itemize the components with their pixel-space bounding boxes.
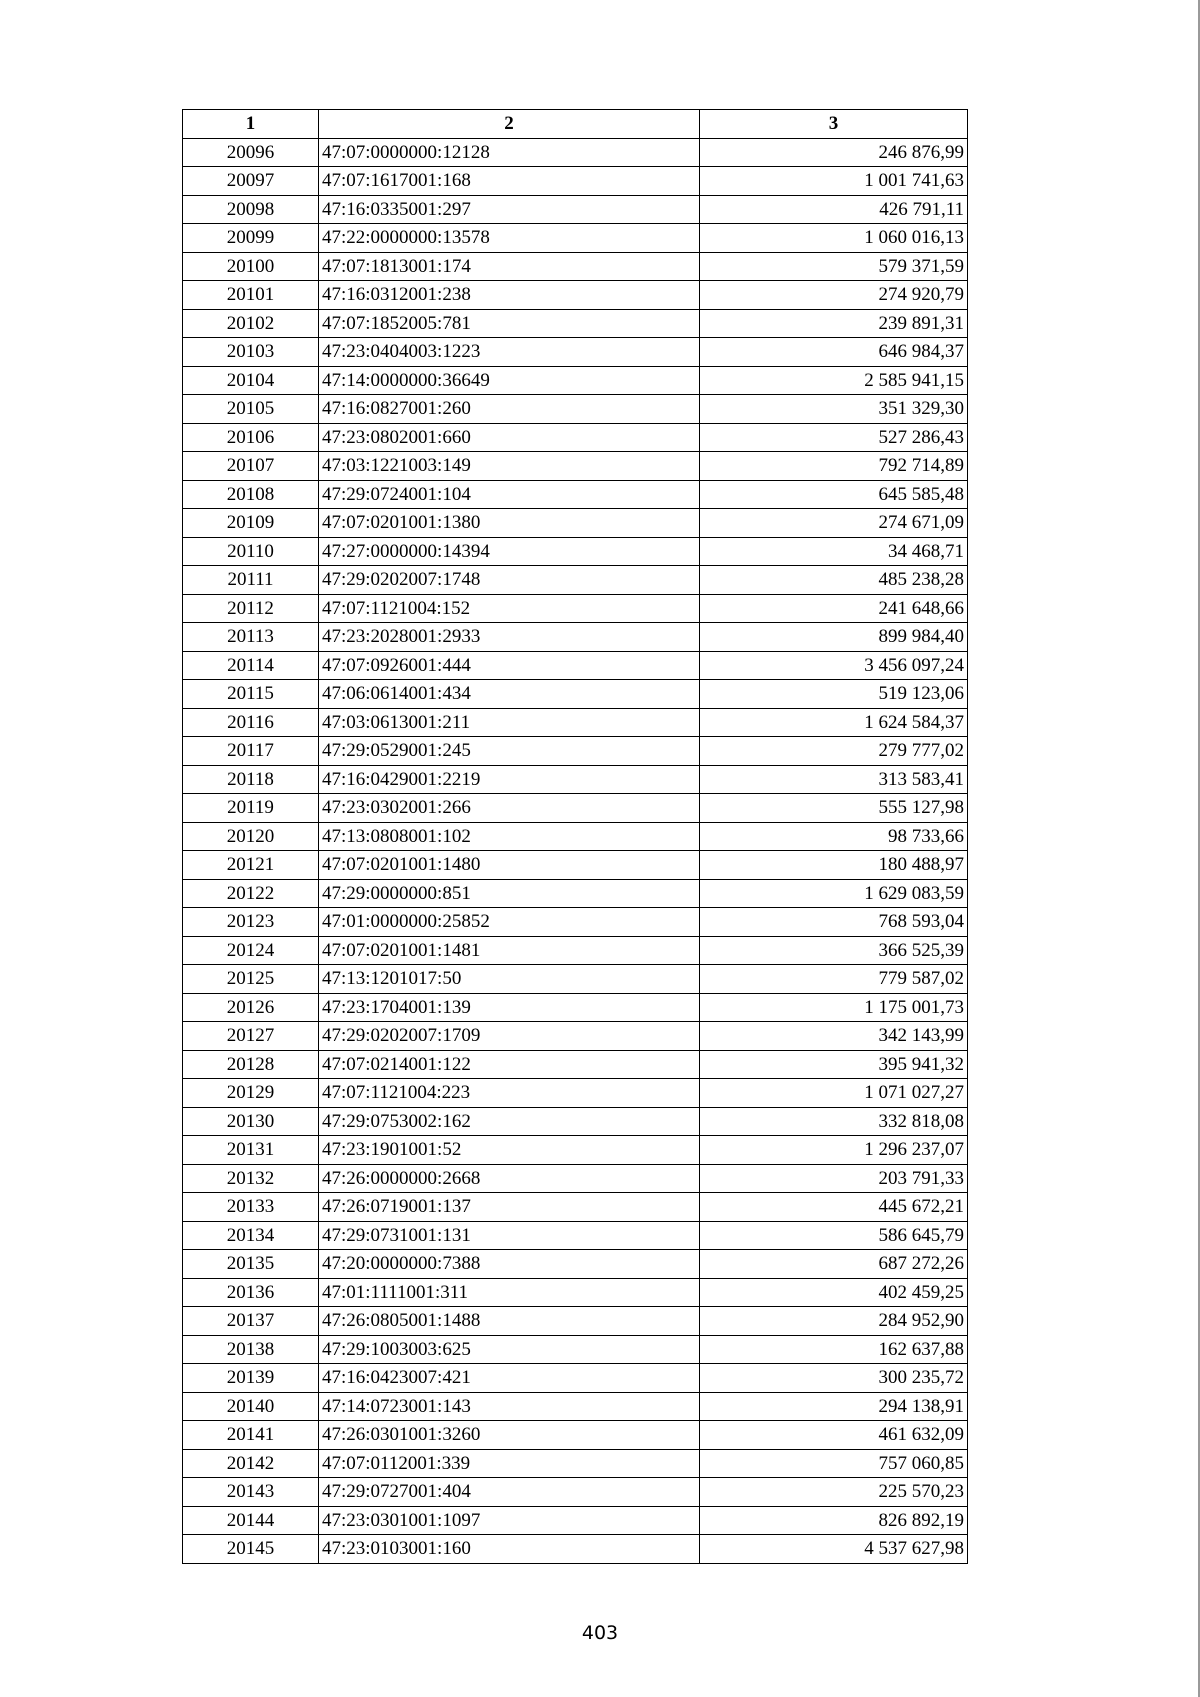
row-number-cell: 20132 (183, 1164, 319, 1193)
row-number-cell: 20102 (183, 309, 319, 338)
row-number-cell: 20105 (183, 395, 319, 424)
value-cell: 2 585 941,15 (700, 366, 968, 395)
table-row (183, 708, 968, 737)
table-row (183, 908, 968, 937)
cadastral-number-cell: 47:07:0926001:444 (319, 651, 700, 680)
row-number-cell: 20123 (183, 908, 319, 937)
cadastral-number-cell: 47:16:0827001:260 (319, 395, 700, 424)
row-number-cell: 20103 (183, 338, 319, 367)
value-cell: 203 791,33 (700, 1164, 968, 1193)
value-cell: 899 984,40 (700, 623, 968, 652)
row-number-cell: 20139 (183, 1364, 319, 1393)
cadastral-number-cell: 47:13:0808001:102 (319, 822, 700, 851)
row-number-cell: 20109 (183, 509, 319, 538)
value-cell: 395 941,32 (700, 1050, 968, 1079)
cadastral-number-cell: 47:07:1813001:174 (319, 252, 700, 281)
row-number-cell: 20138 (183, 1335, 319, 1364)
row-number-cell: 20121 (183, 851, 319, 880)
value-cell: 555 127,98 (700, 794, 968, 823)
table-row (183, 1535, 968, 1564)
cadastral-number-cell: 47:29:0753002:162 (319, 1107, 700, 1136)
row-number-cell: 20099 (183, 224, 319, 253)
table-row (183, 1364, 968, 1393)
table-row (183, 1478, 968, 1507)
row-number-cell: 20135 (183, 1250, 319, 1279)
value-cell: 461 632,09 (700, 1421, 968, 1450)
row-number-cell: 20115 (183, 680, 319, 709)
cadastral-number-cell: 47:03:0613001:211 (319, 708, 700, 737)
table-row (183, 1250, 968, 1279)
table-row (183, 1335, 968, 1364)
row-number-cell: 20111 (183, 566, 319, 595)
cadastral-number-cell: 47:16:0429001:2219 (319, 765, 700, 794)
table-row (183, 1193, 968, 1222)
cadastral-number-cell: 47:16:0312001:238 (319, 281, 700, 310)
table-row (183, 794, 968, 823)
value-cell: 332 818,08 (700, 1107, 968, 1136)
cadastral-number-cell: 47:07:1617001:168 (319, 167, 700, 196)
value-cell: 445 672,21 (700, 1193, 968, 1222)
table-row (183, 822, 968, 851)
cadastral-number-cell: 47:01:1111001:311 (319, 1278, 700, 1307)
header-row (183, 110, 968, 139)
value-cell: 519 123,06 (700, 680, 968, 709)
row-number-cell: 20137 (183, 1307, 319, 1336)
row-number-cell: 20110 (183, 537, 319, 566)
cadastral-number-cell: 47:23:0802001:660 (319, 423, 700, 452)
row-number-cell: 20125 (183, 965, 319, 994)
row-number-cell: 20129 (183, 1079, 319, 1108)
cadastral-number-cell: 47:23:1901001:52 (319, 1136, 700, 1165)
cadastral-number-cell: 47:29:0724001:104 (319, 480, 700, 509)
cadastral-number-cell: 47:23:1704001:139 (319, 993, 700, 1022)
row-number-cell: 20133 (183, 1193, 319, 1222)
table-row (183, 1506, 968, 1535)
row-number-cell: 20126 (183, 993, 319, 1022)
cadastral-number-cell: 47:14:0000000:36649 (319, 366, 700, 395)
cadastral-number-cell: 47:07:1121004:223 (319, 1079, 700, 1108)
row-number-cell: 20144 (183, 1506, 319, 1535)
table-row (183, 252, 968, 281)
table-row (183, 195, 968, 224)
cadastral-number-cell: 47:01:0000000:25852 (319, 908, 700, 937)
table-row (183, 423, 968, 452)
value-cell: 342 143,99 (700, 1022, 968, 1051)
row-number-cell: 20136 (183, 1278, 319, 1307)
table-row (183, 623, 968, 652)
table-row (183, 1307, 968, 1336)
cadastral-number-cell: 47:29:0727001:404 (319, 1478, 700, 1507)
row-number-cell: 20131 (183, 1136, 319, 1165)
table-row (183, 594, 968, 623)
value-cell: 162 637,88 (700, 1335, 968, 1364)
cadastral-number-cell: 47:23:0103001:160 (319, 1535, 700, 1564)
cadastral-number-cell: 47:07:0214001:122 (319, 1050, 700, 1079)
cadastral-number-cell: 47:29:0731001:131 (319, 1221, 700, 1250)
value-cell: 98 733,66 (700, 822, 968, 851)
cadastral-number-cell: 47:20:0000000:7388 (319, 1250, 700, 1279)
cadastral-number-cell: 47:23:0302001:266 (319, 794, 700, 823)
value-cell: 426 791,11 (700, 195, 968, 224)
row-number-cell: 20118 (183, 765, 319, 794)
table-row (183, 281, 968, 310)
value-cell: 792 714,89 (700, 452, 968, 481)
cadastral-number-cell: 47:07:0201001:1380 (319, 509, 700, 538)
value-cell: 34 468,71 (700, 537, 968, 566)
cadastral-number-cell: 47:23:0404003:1223 (319, 338, 700, 367)
value-cell: 1 175 001,73 (700, 993, 968, 1022)
row-number-cell: 20120 (183, 822, 319, 851)
value-cell: 313 583,41 (700, 765, 968, 794)
cadastral-number-cell: 47:13:1201017:50 (319, 965, 700, 994)
row-number-cell: 20108 (183, 480, 319, 509)
table-row (183, 366, 968, 395)
value-cell: 294 138,91 (700, 1392, 968, 1421)
cadastral-number-cell: 47:16:0423007:421 (319, 1364, 700, 1393)
row-number-cell: 20096 (183, 138, 319, 167)
table-row (183, 1107, 968, 1136)
value-cell: 579 371,59 (700, 252, 968, 281)
cadastral-number-cell: 47:03:1221003:149 (319, 452, 700, 481)
header-col-2: 2 (319, 110, 700, 139)
table-row (183, 1022, 968, 1051)
table-row (183, 167, 968, 196)
table-body (183, 138, 968, 1563)
value-cell: 1 629 083,59 (700, 879, 968, 908)
value-cell: 485 238,28 (700, 566, 968, 595)
row-number-cell: 20112 (183, 594, 319, 623)
cadastral-number-cell: 47:29:0202007:1748 (319, 566, 700, 595)
value-cell: 246 876,99 (700, 138, 968, 167)
row-number-cell: 20140 (183, 1392, 319, 1421)
row-number-cell: 20101 (183, 281, 319, 310)
cadastral-number-cell: 47:07:1121004:152 (319, 594, 700, 623)
row-number-cell: 20113 (183, 623, 319, 652)
cadastral-number-cell: 47:29:0000000:851 (319, 879, 700, 908)
table-row (183, 224, 968, 253)
value-cell: 366 525,39 (700, 936, 968, 965)
row-number-cell: 20116 (183, 708, 319, 737)
cadastral-number-cell: 47:07:0201001:1480 (319, 851, 700, 880)
row-number-cell: 20142 (183, 1449, 319, 1478)
table-row (183, 936, 968, 965)
table-row (183, 651, 968, 680)
row-number-cell: 20100 (183, 252, 319, 281)
table-row (183, 1421, 968, 1450)
table-row (183, 879, 968, 908)
cadastral-number-cell: 47:29:0529001:245 (319, 737, 700, 766)
row-number-cell: 20098 (183, 195, 319, 224)
header-col-3: 3 (700, 110, 968, 139)
table-row (183, 138, 968, 167)
table-row (183, 1221, 968, 1250)
cadastral-number-cell: 47:16:0335001:297 (319, 195, 700, 224)
table-row (183, 1079, 968, 1108)
row-number-cell: 20145 (183, 1535, 319, 1564)
value-cell: 779 587,02 (700, 965, 968, 994)
table-row (183, 680, 968, 709)
table-row (183, 338, 968, 367)
value-cell: 586 645,79 (700, 1221, 968, 1250)
cadastral-number-cell: 47:07:0201001:1481 (319, 936, 700, 965)
value-cell: 527 286,43 (700, 423, 968, 452)
value-cell: 1 001 741,63 (700, 167, 968, 196)
cadastral-number-cell: 47:23:2028001:2933 (319, 623, 700, 652)
value-cell: 274 671,09 (700, 509, 968, 538)
cadastral-number-cell: 47:26:0719001:137 (319, 1193, 700, 1222)
value-cell: 768 593,04 (700, 908, 968, 937)
table-row (183, 509, 968, 538)
table-row (183, 965, 968, 994)
value-cell: 646 984,37 (700, 338, 968, 367)
value-cell: 687 272,26 (700, 1250, 968, 1279)
value-cell: 1 071 027,27 (700, 1079, 968, 1108)
table-row (183, 395, 968, 424)
value-cell: 279 777,02 (700, 737, 968, 766)
table-row (183, 566, 968, 595)
table-row (183, 1136, 968, 1165)
value-cell: 757 060,85 (700, 1449, 968, 1478)
value-cell: 1 296 237,07 (700, 1136, 968, 1165)
row-number-cell: 20143 (183, 1478, 319, 1507)
row-number-cell: 20128 (183, 1050, 319, 1079)
cadastral-number-cell: 47:14:0723001:143 (319, 1392, 700, 1421)
table-row (183, 765, 968, 794)
table-row (183, 480, 968, 509)
row-number-cell: 20130 (183, 1107, 319, 1136)
row-number-cell: 20117 (183, 737, 319, 766)
table-row (183, 1050, 968, 1079)
cadastral-number-cell: 47:26:0805001:1488 (319, 1307, 700, 1336)
table-row (183, 309, 968, 338)
row-number-cell: 20134 (183, 1221, 319, 1250)
cadastral-number-cell: 47:07:0000000:12128 (319, 138, 700, 167)
table-row (183, 537, 968, 566)
row-number-cell: 20106 (183, 423, 319, 452)
table-row (183, 993, 968, 1022)
cadastral-number-cell: 47:26:0000000:2668 (319, 1164, 700, 1193)
table-row (183, 1392, 968, 1421)
cadastral-number-cell: 47:27:0000000:14394 (319, 537, 700, 566)
value-cell: 402 459,25 (700, 1278, 968, 1307)
value-cell: 4 537 627,98 (700, 1535, 968, 1564)
row-number-cell: 20114 (183, 651, 319, 680)
cadastral-number-cell: 47:22:0000000:13578 (319, 224, 700, 253)
value-cell: 225 570,23 (700, 1478, 968, 1507)
cadastral-number-cell: 47:07:0112001:339 (319, 1449, 700, 1478)
value-cell: 3 456 097,24 (700, 651, 968, 680)
cadastral-number-cell: 47:29:1003003:625 (319, 1335, 700, 1364)
table-row (183, 452, 968, 481)
row-number-cell: 20104 (183, 366, 319, 395)
row-number-cell: 20124 (183, 936, 319, 965)
table-row (183, 1449, 968, 1478)
row-number-cell: 20119 (183, 794, 319, 823)
value-cell: 180 488,97 (700, 851, 968, 880)
cadastral-number-cell: 47:07:1852005:781 (319, 309, 700, 338)
table-row (183, 851, 968, 880)
value-cell: 300 235,72 (700, 1364, 968, 1393)
table-row (183, 1278, 968, 1307)
value-cell: 284 952,90 (700, 1307, 968, 1336)
row-number-cell: 20141 (183, 1421, 319, 1450)
cadastral-number-cell: 47:29:0202007:1709 (319, 1022, 700, 1051)
value-cell: 241 648,66 (700, 594, 968, 623)
row-number-cell: 20097 (183, 167, 319, 196)
cadastral-number-cell: 47:26:0301001:3260 (319, 1421, 700, 1450)
cadastral-number-cell: 47:23:0301001:1097 (319, 1506, 700, 1535)
table-row (183, 1164, 968, 1193)
value-cell: 351 329,30 (700, 395, 968, 424)
row-number-cell: 20107 (183, 452, 319, 481)
cadastral-number-cell: 47:06:0614001:434 (319, 680, 700, 709)
header-col-1: 1 (183, 110, 319, 139)
page-number: 403 (581, 1622, 619, 1644)
value-cell: 239 891,31 (700, 309, 968, 338)
row-number-cell: 20127 (183, 1022, 319, 1051)
table-row (183, 737, 968, 766)
row-number-cell: 20122 (183, 879, 319, 908)
data-table (182, 109, 968, 1564)
value-cell: 645 585,48 (700, 480, 968, 509)
value-cell: 1 624 584,37 (700, 708, 968, 737)
value-cell: 826 892,19 (700, 1506, 968, 1535)
value-cell: 274 920,79 (700, 281, 968, 310)
value-cell: 1 060 016,13 (700, 224, 968, 253)
